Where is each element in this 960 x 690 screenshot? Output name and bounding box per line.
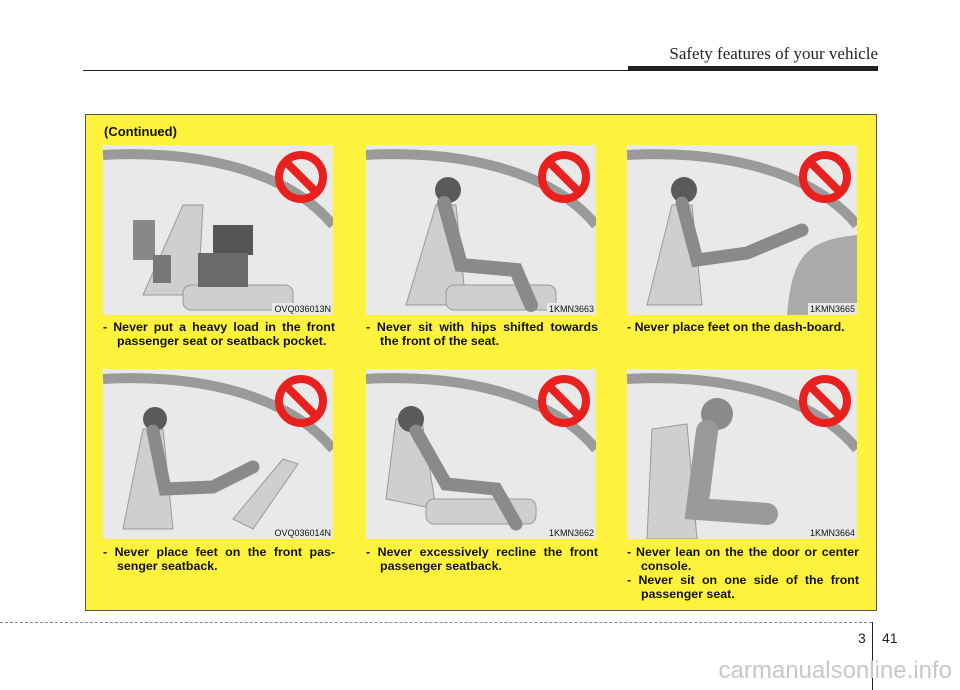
prohibition-icon	[537, 150, 591, 204]
caption-line: - Never excessively recline the front passenger seatback.	[366, 545, 598, 573]
caption-heavy-load	[103, 320, 335, 348]
header-title: Safety features of your vehicle	[669, 44, 878, 63]
figure-code: OVQ036013N	[274, 304, 331, 314]
header-line	[83, 70, 878, 71]
caption-line: - Never lean on the the door or center console.	[627, 545, 859, 573]
footer-dashed-line	[0, 622, 872, 623]
watermark: carmanualsonline.info	[718, 657, 952, 684]
prohibition-icon	[798, 374, 852, 428]
caption-line: - Never place feet on the dash-board.	[627, 320, 845, 334]
continued-label: (Continued)	[104, 124, 177, 139]
figure-code: 1KMN3662	[548, 528, 594, 538]
caption-line: - Never place feet on the front pas-senger seatback.	[103, 545, 335, 573]
caption-hips-shifted	[366, 320, 598, 348]
page-number: 41	[882, 630, 898, 646]
figure-code: 1KMN3665	[809, 304, 855, 314]
caption-lean-door	[627, 545, 859, 601]
figure-code: 1KMN3663	[548, 304, 594, 314]
caption-recline	[366, 545, 598, 573]
figure-code: 1KMN3664	[809, 528, 855, 538]
chapter-number: 3	[858, 630, 866, 646]
figure-code: OVQ036014N	[274, 528, 331, 538]
prohibition-icon	[274, 150, 328, 204]
caption-feet-seatback	[103, 545, 335, 573]
caption-line: - Never sit on one side of the front passenger seat.	[627, 573, 859, 601]
prohibition-icon	[798, 150, 852, 204]
caption-line: - Never sit with hips shifted towards the front of the seat.	[366, 320, 598, 348]
prohibition-icon	[274, 374, 328, 428]
prohibition-icon	[537, 374, 591, 428]
caption-line: - Never put a heavy load in the front passenger seat or seatback pocket.	[103, 320, 335, 348]
caption-feet-dashboard	[627, 320, 859, 334]
